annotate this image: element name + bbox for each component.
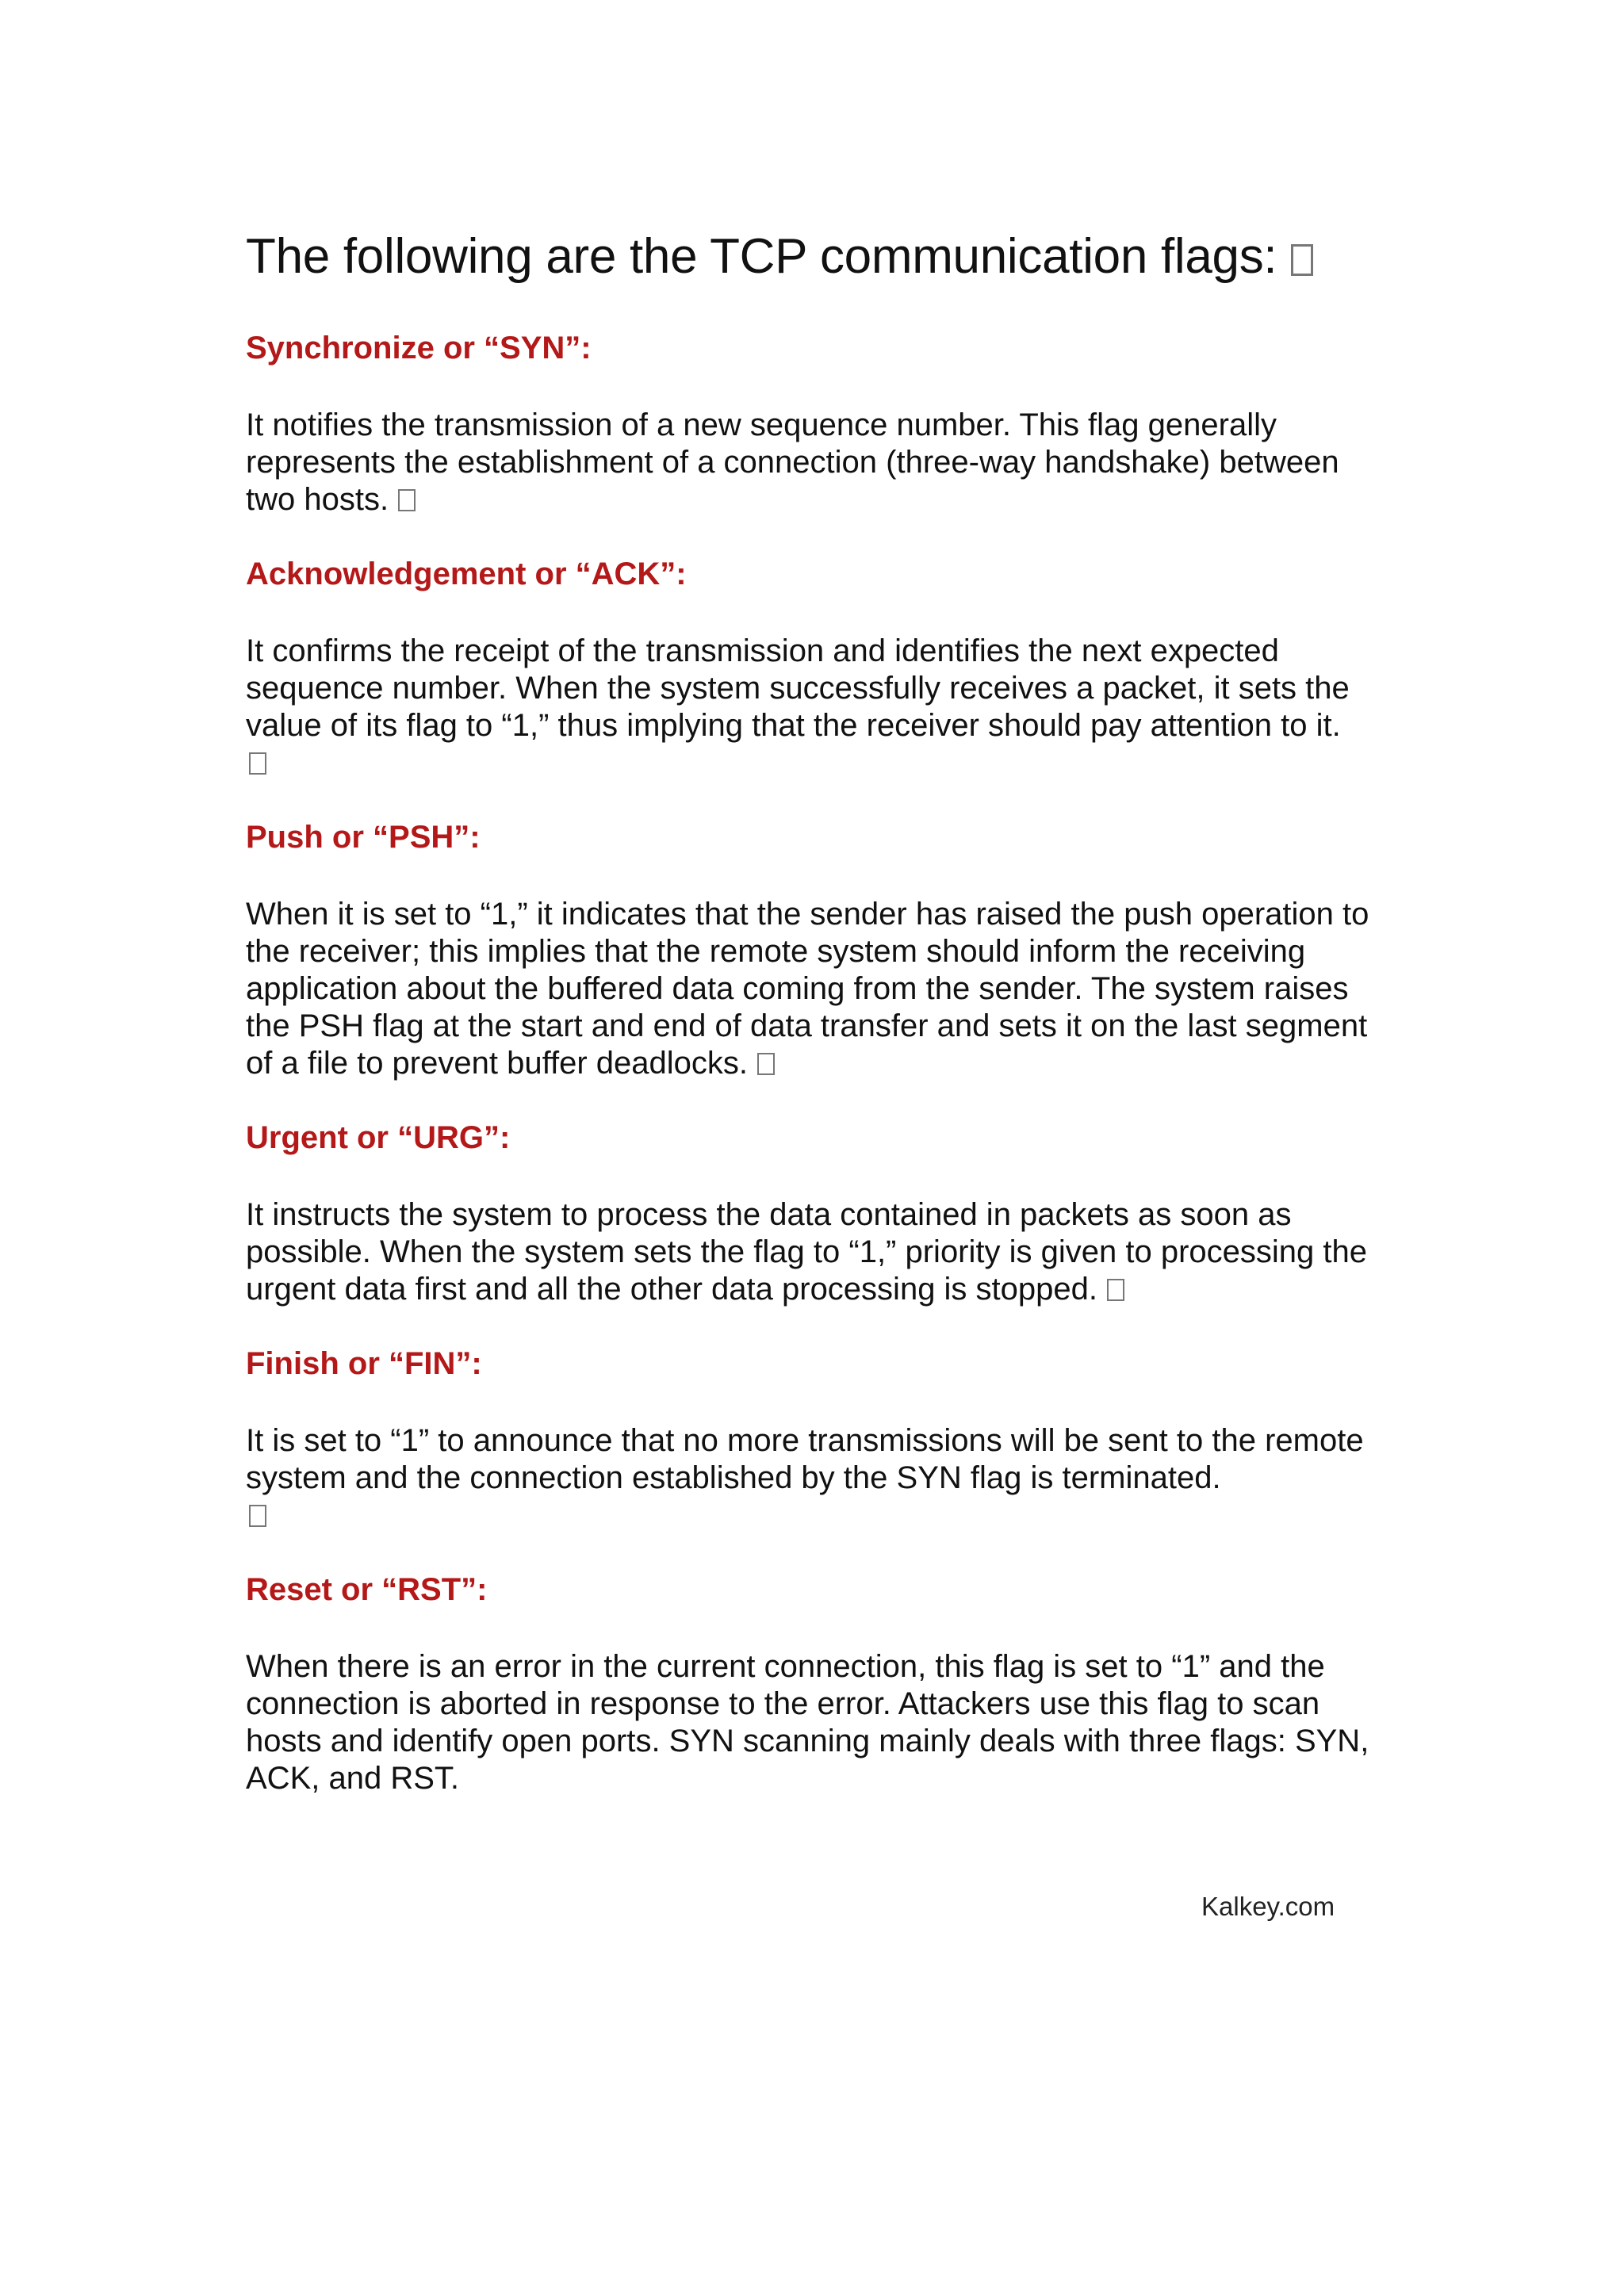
placeholder-box-icon xyxy=(398,489,416,511)
flag-description: It confirms the receipt of the transmission and identifies the next expected sequence number. When the system successfully receives a packet, it sets the value of its flag to “1,” thus implying that the receiver should pay attention to it. xyxy=(246,633,1388,782)
flag-description: When there is an error in the current connection, this flag is set to “1” and the connection is aborted in response to the error. Attackers use this flag to scan hosts and identify open ports. SYN scanning mainly deals with three flags: SYN, ACK, and RST. xyxy=(246,1649,1369,1797)
flag-section-urg xyxy=(246,1119,1388,1308)
flag-description: It is set to “1” to announce that no more transmissions will be sent to the remote system and the connection established by the SYN flag is terminated. xyxy=(246,1422,1388,1534)
flag-heading: Synchronize or “SYN”: xyxy=(246,331,592,366)
flag-heading: Push or “PSH”: xyxy=(246,820,481,855)
flag-section-syn xyxy=(246,329,1388,519)
footer-site-name: Kalkey.com xyxy=(1201,1892,1335,1921)
flag-description: It instructs the system to process the data contained in packets as soon as possible. When the system sets the flag to “1,” priority is given to processing the urgent data first and all the other data processing is stopped. xyxy=(246,1197,1367,1307)
placeholder-box-icon xyxy=(249,752,266,775)
flag-heading: Acknowledgement or “ACK”: xyxy=(246,557,687,592)
flag-description: It notifies the transmission of a new sequence number. This flag generally represents the establishment of a connection (three-way handshake) between two hosts. xyxy=(246,408,1339,518)
flag-heading: Urgent or “URG”: xyxy=(246,1120,511,1156)
flag-description: When it is set to “1,” it indicates that the sender has raised the push operation to the receiver; this implies that the remote system should inform the receiving application about the buffered data coming from the sender. The system raises the PSH flag at the start and end of data transfer and sets it on the last segment of a file to prevent buffer deadlocks. xyxy=(246,897,1369,1081)
flag-heading: Reset or “RST”: xyxy=(246,1572,488,1608)
placeholder-box-icon xyxy=(1291,244,1313,276)
document-page xyxy=(246,228,1388,1834)
placeholder-box-icon xyxy=(249,1505,266,1527)
flag-section-rst xyxy=(246,1571,1388,1797)
placeholder-box-icon xyxy=(757,1053,775,1075)
flag-section-fin xyxy=(246,1345,1388,1534)
page-title: The following are the TCP communication flags: xyxy=(246,228,1388,285)
flag-heading: Finish or “FIN”: xyxy=(246,1346,482,1382)
flag-section-psh xyxy=(246,818,1388,1082)
flag-section-ack xyxy=(246,555,1388,782)
placeholder-box-icon xyxy=(1107,1279,1124,1301)
